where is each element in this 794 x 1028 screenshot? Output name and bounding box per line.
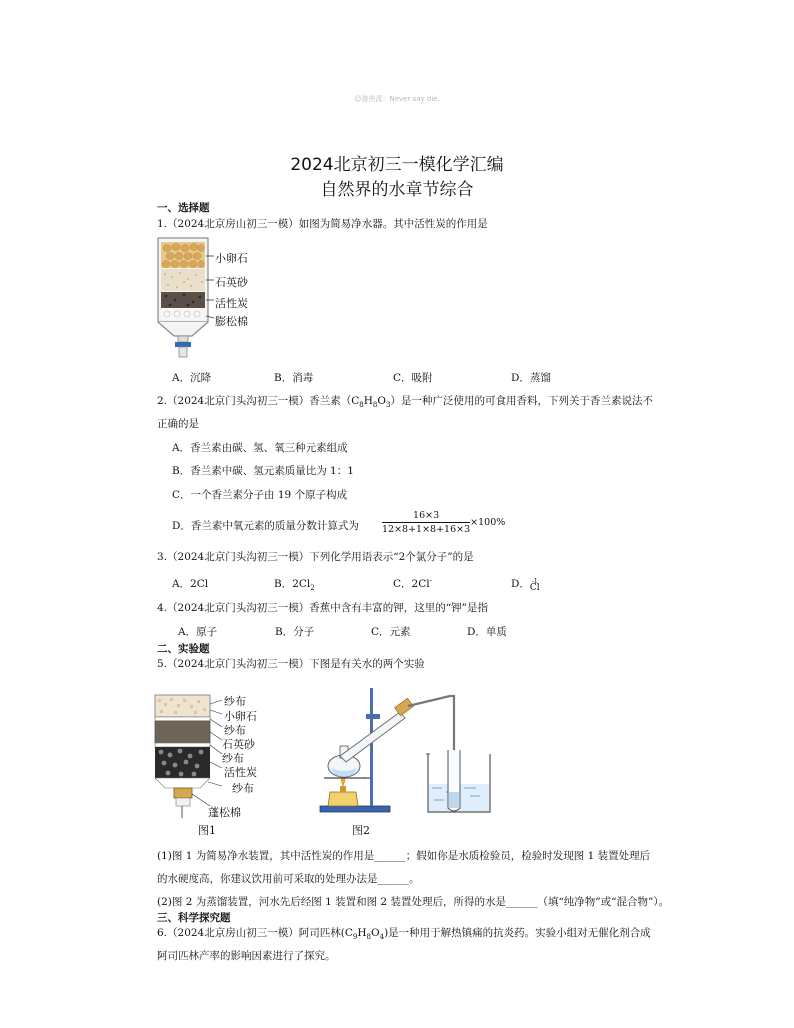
q5-part1-line1: (1)图 1 为简易净水装置，其中活性炭的作用是______；假如你是水质检验员，检验时发现图 1 装置处理后 bbox=[157, 850, 651, 862]
q3-option-c: C．2Cl- bbox=[393, 576, 432, 590]
valence-symbol: -1 Cl bbox=[529, 578, 540, 593]
section-heading-inquiry: 三、科学探究题 bbox=[157, 912, 231, 924]
q1-option-c: C．吸附 bbox=[393, 372, 433, 384]
q1-option-d: D．蒸馏 bbox=[511, 372, 551, 384]
filter-figure-1 bbox=[150, 690, 230, 820]
q3-option-d: D． -1 Cl bbox=[511, 578, 540, 593]
q2-option-d: D．香兰素中氧元素的质量分数计算式为 bbox=[172, 520, 359, 532]
figure-1-caption: 图1 bbox=[198, 824, 216, 837]
fraction-tail: ×100% bbox=[470, 517, 506, 528]
question-6-stem-line2: 阿司匹林产率的影响因素进行了探究。 bbox=[157, 950, 336, 962]
q3-option-a: A．2Cl bbox=[172, 578, 209, 590]
page-subtitle: 自然界的水章节综合 bbox=[320, 180, 474, 200]
q4-option-d: D．单质 bbox=[467, 626, 507, 638]
q2-option-c: C．一个香兰素分子由 19 个原子构成 bbox=[172, 489, 348, 501]
fig-label-pebbles: 小卵石 bbox=[215, 252, 248, 265]
q4-option-b: B．分子 bbox=[275, 626, 315, 638]
fig1-label-pebbles: 小卵石 bbox=[224, 710, 257, 723]
fig1-label-gauze-3: 纱布 bbox=[222, 752, 244, 765]
section-heading-choice: 一、选择题 bbox=[157, 202, 210, 214]
question-2-stem-line2: 正确的是 bbox=[157, 418, 199, 430]
q5-part2: (2)图 2 为蒸馏装置，河水先后经图 1 装置和图 2 装置处理后，所得的水是______（填“纯净物”或“混合物”）。 bbox=[157, 896, 670, 908]
fig-label-cotton: 膨松棉 bbox=[215, 315, 248, 328]
question-4-stem: 4.（2024北京门头沟初三一模）香蕉中含有丰富的钾，这里的“钾”是指 bbox=[157, 602, 488, 614]
fig-label-activated-carbon: 活性炭 bbox=[215, 297, 248, 310]
watermark-text: ☺游侠派：Never say die. bbox=[354, 95, 440, 103]
fig1-label-cotton: 蓬松棉 bbox=[208, 806, 241, 819]
question-2-stem: 2.（2024北京门头沟初三一模）香兰素$(C_8H_8O_3)$是一种广泛使用的可食用香料，下列关于香兰素说法不 bbox=[157, 395, 653, 410]
q2-option-b: B．香兰素中碳、氢元素质量比为 1：1 bbox=[172, 465, 354, 477]
fraction-numerator: 16×3 bbox=[382, 510, 470, 523]
q5-part1-line2: 的水硬度高，你建议饮用前可采取的处理办法是______。 bbox=[157, 873, 420, 885]
fraction-denominator: 12×8+1×8+16×3 bbox=[382, 524, 471, 535]
section-heading-experiment: 二、实验题 bbox=[157, 643, 210, 655]
fig1-label-quartz-sand: 石英砂 bbox=[222, 738, 255, 751]
water-purifier-figure bbox=[150, 236, 220, 358]
question-1-stem: 1.（2024北京房山初三一模）如图为简易净水器。其中活性炭的作用是 bbox=[157, 218, 488, 230]
q2-fraction-formula bbox=[382, 510, 505, 535]
fig1-label-gauze-2: 纱布 bbox=[224, 724, 246, 737]
q1-option-b: B．消毒 bbox=[274, 372, 314, 384]
q2-option-a: A．香兰素由碳、氢、氧三种元素组成 bbox=[172, 442, 348, 454]
fig-label-quartz-sand: 石英砂 bbox=[215, 276, 248, 289]
fig1-label-gauze-1: 纱布 bbox=[224, 695, 246, 708]
q4-option-a: A．原子 bbox=[178, 626, 218, 638]
fig1-label-activated-carbon: 活性炭 bbox=[224, 766, 257, 779]
page-title: 2024北京初三一模化学汇编 bbox=[290, 155, 504, 175]
question-3-stem: 3.（2024北京门头沟初三一模）下列化学用语表示“2个氯分子”的是 bbox=[157, 551, 474, 563]
fig1-label-gauze-4: 纱布 bbox=[232, 782, 254, 795]
distillation-figure-2 bbox=[318, 684, 510, 820]
q4-option-c: C．元素 bbox=[371, 626, 411, 638]
q1-option-a: A．沉降 bbox=[172, 372, 212, 384]
figure-2-caption: 图2 bbox=[352, 824, 370, 837]
fraction bbox=[382, 510, 470, 535]
q3-option-b: B．$2Cl_2$ bbox=[274, 578, 315, 593]
question-5-stem: 5.（2024北京门头沟初三一模）下图是有关水的两个实验 bbox=[157, 658, 425, 670]
question-6-stem: 6.（2024北京房山初三一模）阿司匹林$(C_9H_8O_4)$是一种用于解热镇痛的抗炎药。实验小组对无催化剂合成 bbox=[157, 927, 651, 942]
